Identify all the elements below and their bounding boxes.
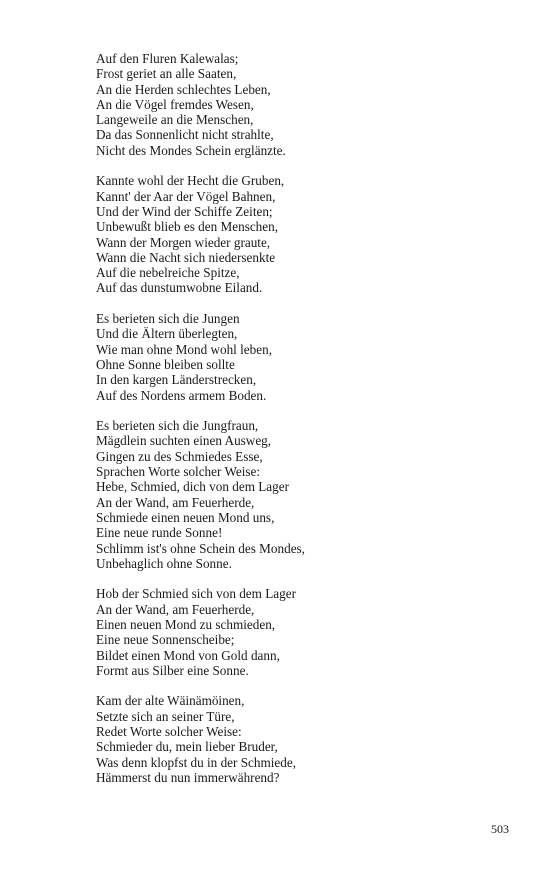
stanza xyxy=(96,418,516,571)
poem-line: Auf des Nordens armem Boden. xyxy=(96,387,267,403)
poem-line: Formt aus Silber eine Sonne. xyxy=(96,662,249,678)
poem-line: Hebe, Schmied, dich von dem Lager xyxy=(96,479,289,495)
stanza xyxy=(96,51,516,158)
poem-line: Eine neue Sonnenscheibe; xyxy=(96,632,235,648)
poem-line: Unbehaglich ohne Sonne. xyxy=(96,555,232,571)
page-number: 503 xyxy=(491,822,509,836)
poem-line: An der Wand, am Feuerherde, xyxy=(96,601,255,617)
poem-line: Was denn klopfst du in der Schmiede, xyxy=(96,754,297,770)
poem-line: Einen neuen Mond zu schmieden, xyxy=(96,616,276,632)
stanza xyxy=(96,693,516,785)
poem-line: Kannte wohl der Hecht die Gruben, xyxy=(96,173,285,189)
poem-line: Wann die Nacht sich niedersenkte xyxy=(96,249,276,265)
poem-line: Frost geriet an alle Saaten, xyxy=(96,66,237,82)
poem-line: Wie man ohne Mond wohl leben, xyxy=(96,341,272,357)
poem-line: Redet Worte solcher Weise: xyxy=(96,724,242,740)
poem-line: Ohne Sonne bleiben sollte xyxy=(96,356,235,372)
poem-line: Nicht des Mondes Schein erglänzte. xyxy=(96,142,286,158)
poem-line: Schlimm ist's ohne Schein des Mondes, xyxy=(96,540,305,556)
poem-line: Gingen zu des Schmiedes Esse, xyxy=(96,448,263,464)
poem-line: Und die Ältern überlegten, xyxy=(96,326,238,342)
poem-line: Eine neue runde Sonne! xyxy=(96,525,223,541)
poem-line: Mägdlein suchten einen Ausweg, xyxy=(96,433,272,449)
stanza xyxy=(96,173,516,295)
poem-line: Es berieten sich die Jungfraun, xyxy=(96,418,259,434)
poem-line: Hob der Schmied sich von dem Lager xyxy=(96,586,296,602)
poem-line: Setzte sich an seiner Türe, xyxy=(96,708,235,724)
poem-line: Bildet einen Mond von Gold dann, xyxy=(96,647,280,663)
poem-line: In den kargen Länderstrecken, xyxy=(96,372,257,388)
poem-line: An der Wand, am Feuerherde, xyxy=(96,494,255,510)
poem-line: Schmiede einen neuen Mond uns, xyxy=(96,509,275,525)
poem-line: Wann der Morgen wieder graute, xyxy=(96,234,271,250)
poem-line: Da das Sonnenlicht nicht strahlte, xyxy=(96,127,274,143)
poem-line: Und der Wind der Schiffe Zeiten; xyxy=(96,203,273,219)
poem-text xyxy=(96,51,516,801)
poem-line: Auf das dunstumwobne Eiland. xyxy=(96,280,263,296)
poem-line: Schmieder du, mein lieber Bruder, xyxy=(96,739,278,755)
stanza xyxy=(96,586,516,678)
poem-line: Auf die nebelreiche Spitze, xyxy=(96,265,240,281)
poem-line: Hämmerst du nun immerwährend? xyxy=(96,769,280,785)
poem-line: Langeweile an die Menschen, xyxy=(96,112,254,128)
poem-line: Auf den Fluren Kalewalas; xyxy=(96,51,239,66)
poem-line: Sprachen Worte solcher Weise: xyxy=(96,464,261,480)
stanza xyxy=(96,311,516,403)
poem-line: An die Vögel fremdes Wesen, xyxy=(96,96,254,112)
poem-line: An die Herden schlechtes Leben, xyxy=(96,81,271,97)
poem-line: Kam der alte Wäinämöinen, xyxy=(96,693,245,709)
poem-line: Kannt' der Aar der Vögel Bahnen, xyxy=(96,188,276,204)
poem-line: Es berieten sich die Jungen xyxy=(96,311,240,327)
poem-line: Unbewußt blieb es den Menschen, xyxy=(96,219,279,235)
